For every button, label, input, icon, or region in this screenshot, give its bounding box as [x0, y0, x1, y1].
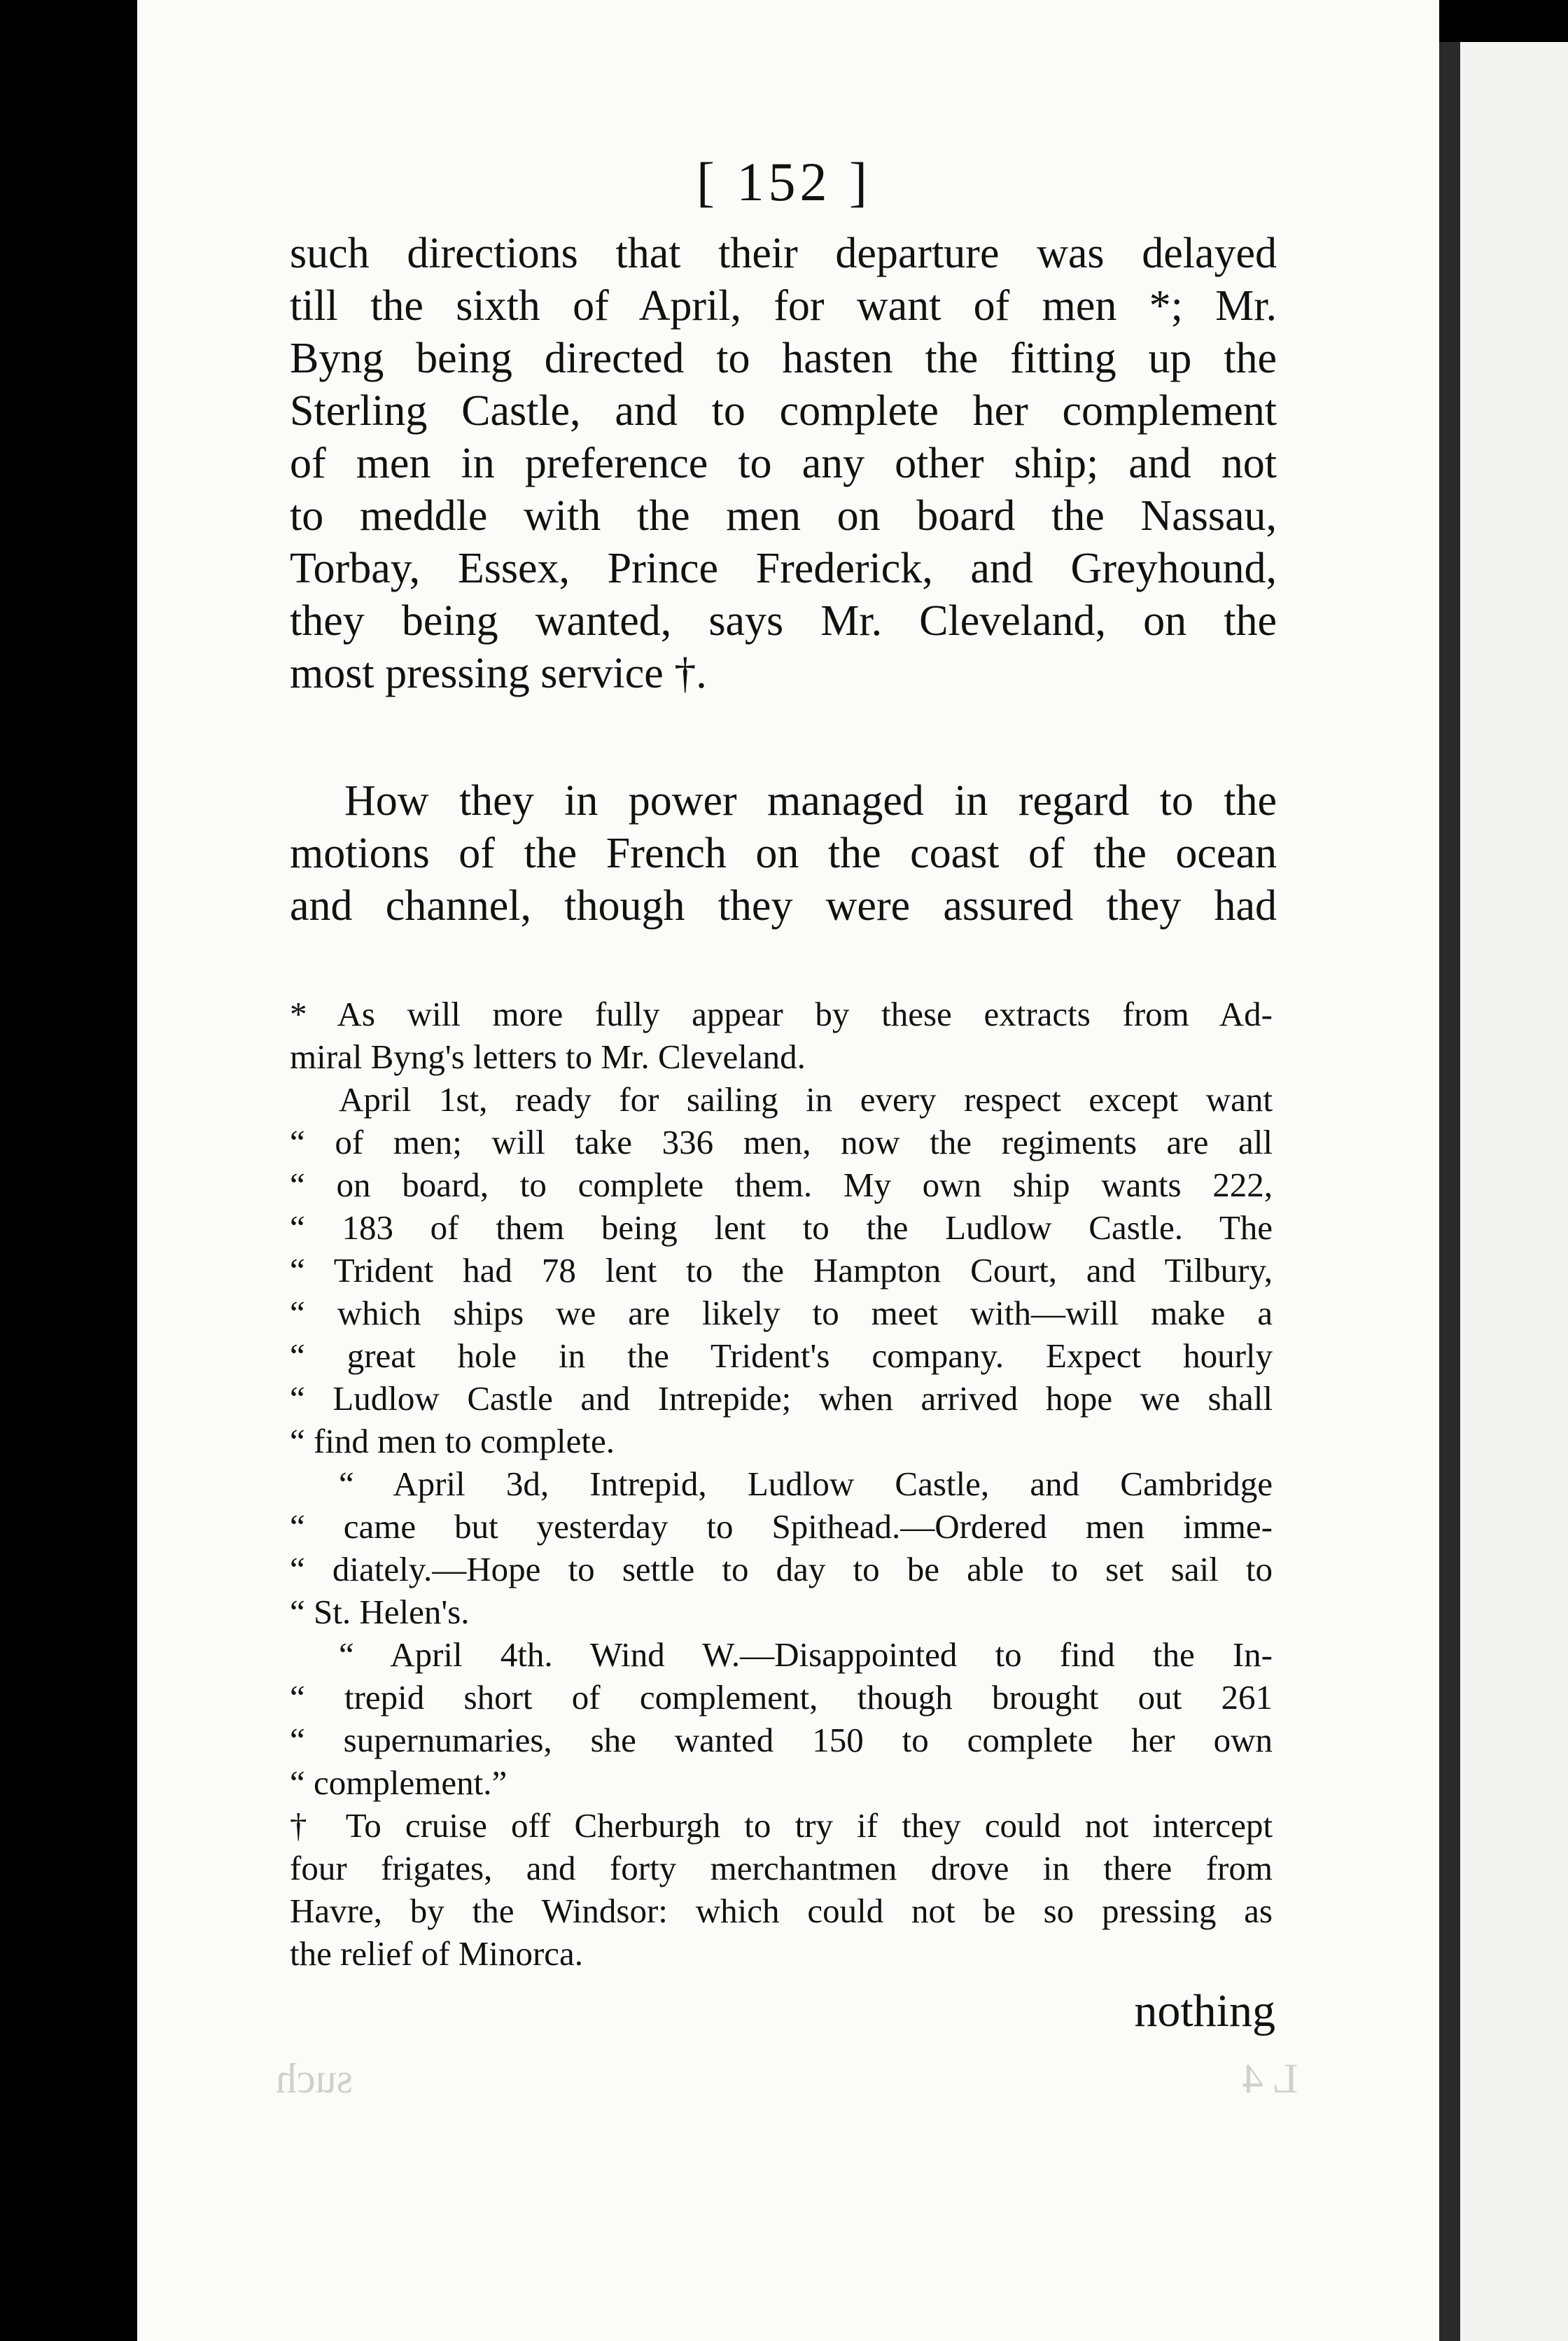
footnotes: [290, 993, 1273, 1975]
footnote-line: “ great hole in the Trident's company. Expect hourly: [290, 1336, 1273, 1375]
footnote-line: “ Trident had 78 lent to the Hampton Court, and Tilbury,: [290, 1251, 1273, 1290]
text-line: and channel, though they were assured they had: [290, 882, 1277, 930]
footnote-line: “ diately.—Hope to settle to day to be able to set sail to: [290, 1550, 1273, 1588]
footnote-line: * As will more fully appear by these extracts from Ad-: [290, 995, 1273, 1033]
text-line: such directions that their departure was delayed: [290, 230, 1277, 277]
footnote-line: “ Ludlow Castle and Intrepide; when arrived hope we shall: [290, 1379, 1273, 1418]
text-line: Torbay, Essex, Prince Frederick, and Greyhound,: [290, 545, 1277, 592]
page-gutter: [1439, 42, 1460, 2341]
footnote-line: “ which ships we are likely to meet with—will make a: [290, 1294, 1273, 1332]
footnote-line: “ supernumaries, she wanted 150 to complete her own: [290, 1721, 1273, 1759]
text-line: to meddle with the men on board the Nassau,: [290, 492, 1277, 540]
footnote-line: “ of men; will take 336 men, now the regiments are all: [290, 1123, 1273, 1161]
text-line: of men in preference to any other ship; and not: [290, 440, 1277, 487]
footnote-line: “ came but yesterday to Spithead.—Ordered men imme-: [290, 1507, 1273, 1546]
footnote-line: “ trepid short of complement, though brought out 261: [290, 1678, 1273, 1717]
footnote-line: “ complement.”: [290, 1763, 507, 1802]
footnote-line: four frigates, and forty merchantmen drove in there from: [290, 1849, 1273, 1887]
page-number: [ 152 ]: [696, 151, 872, 212]
text-line: most pressing service †.: [290, 650, 707, 697]
footnote-line: Havre, by the Windsor: which could not be so pressing as: [290, 1892, 1273, 1930]
footnote-line: “ April 3d, Intrepid, Ludlow Castle, and Cambridge: [339, 1465, 1273, 1503]
footnote-line: “ April 4th. Wind W.—Disappointed to find the In-: [339, 1635, 1273, 1674]
footnote-line: † To cruise off Cherburgh to try if they could not intercept: [290, 1806, 1273, 1845]
catchword: nothing: [1134, 1985, 1275, 2036]
text-line: How they in power managed in regard to the: [344, 777, 1277, 825]
body-paragraph-1: [290, 228, 1277, 700]
footnote-line: the relief of Minorca.: [290, 1934, 584, 1973]
footnote-line: “ 183 of them being lent to the Ludlow Castle. The: [290, 1208, 1273, 1247]
bleed-through-word: L 4: [1242, 2055, 1298, 2102]
footnote-line: April 1st, ready for sailing in every respect except want: [339, 1080, 1273, 1119]
bleed-through-word: such: [276, 2055, 353, 2102]
facing-page-edge: [1460, 42, 1568, 2341]
footnote-line: “ St. Helen's.: [290, 1593, 470, 1631]
footnote-line: “ find men to complete.: [290, 1422, 615, 1460]
footnote-line: “ on board, to complete them. My own ship wants 222,: [290, 1166, 1273, 1204]
text-line: Byng being directed to hasten the fitting up the: [290, 335, 1277, 382]
text-line: Sterling Castle, and to complete her complement: [290, 387, 1277, 435]
text-line: till the sixth of April, for want of men *; Mr.: [290, 282, 1277, 330]
text-line: motions of the French on the coast of the ocean: [290, 830, 1277, 877]
body-paragraph-2: [290, 775, 1277, 932]
footnote-line: miral Byng's letters to Mr. Cleveland.: [290, 1037, 806, 1076]
text-line: they being wanted, says Mr. Cleveland, on the: [290, 597, 1277, 645]
bleed-through-text: [276, 2055, 1298, 2102]
